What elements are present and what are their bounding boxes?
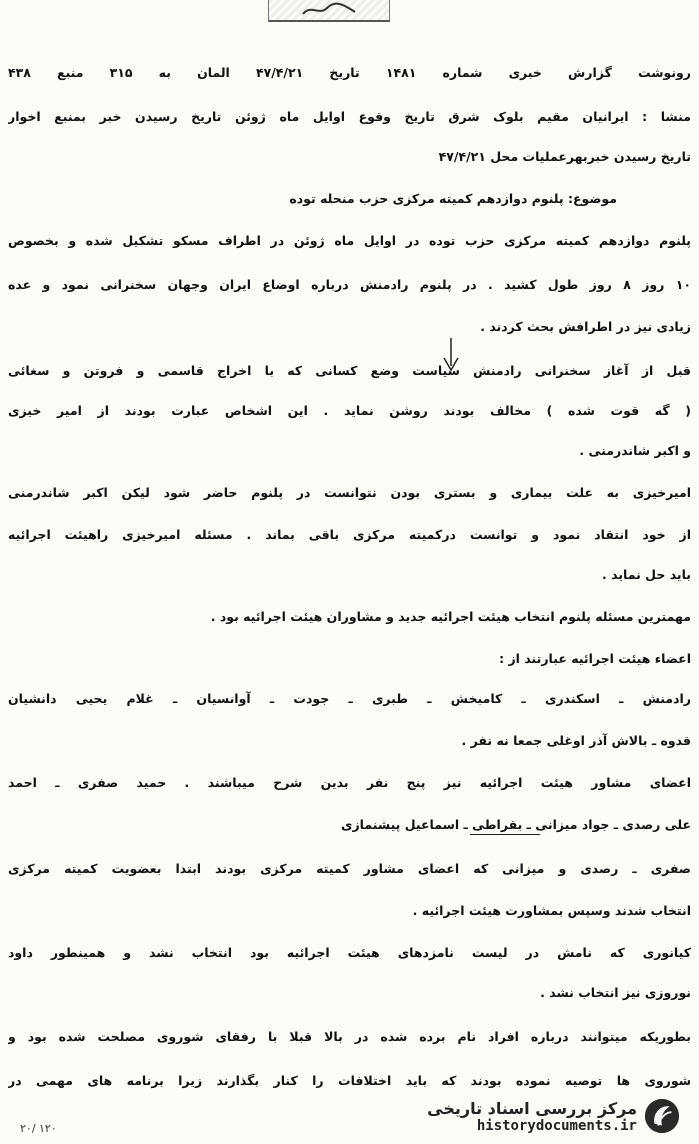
doc-line-3: تاریخ رسیدن خبربهرعملیات محل ۴۷/۴/۲۱: [438, 149, 691, 164]
archive-watermark: [419, 1096, 681, 1136]
doc-line-16: رادمنش ـ اسکندری ـ کامبخش ـ طبری ـ جودت ـ آوانسیان ـ غلام یحیی دانشیان: [8, 691, 691, 706]
doc-line-12: از خود انتقاد نمود و توانست درکمیته مرکزی باقی بماند . مسئله امیرخیزی راهیئت اجرائیه: [8, 527, 691, 542]
doc-line-13: باید حل نماید .: [602, 567, 691, 582]
doc-line-18: اعضای مشاور هیئت اجرائیه نیز پنج نفر بدین شرح میباشند . حمید صفری ـ احمد: [8, 775, 691, 790]
doc-line-23: نوروزی نیز انتخاب نشد .: [540, 985, 691, 1000]
doc-line-15: اعضاء هیئت اجرائیه عبارتند از :: [499, 651, 691, 666]
footer-page-note: ۲۰/ ۱۲۰: [20, 1122, 57, 1135]
watermark-title: مرکز بررسی اسناد تاریخی: [427, 1098, 637, 1118]
doc-line-22: کیانوری که نامش در لیست نامزدهای هیئت اجرائیه بود انتخاب نشد و همینطور داود: [8, 945, 691, 960]
doc-line-1: رونوشت گزارش خبری شماره ۱۴۸۱ تاریخ ۴۷/۴/۲۱ المان به ۳۱۵ منبع ۴۳۸: [8, 65, 691, 80]
archive-logo-icon: [643, 1097, 681, 1135]
doc-line-8: قبل از آغاز سخنرانی رادمنش سیاست وضع کسانی که با اخراج قاسمی و فروتن و سغائی: [8, 363, 691, 378]
handwritten-underline: [470, 834, 540, 835]
doc-line-24: بطوریکه میتوانند درباره افراد نام برده شده در بالا قبلا با رفقای شوروی مصلحت شده بود و: [8, 1029, 691, 1044]
watermark-text: [427, 1099, 637, 1134]
handwritten-mark-icon: [436, 336, 466, 376]
subject-line: موضوع: پلنوم دوازدهم کمیته مرکزی حزب منحله توده: [289, 191, 617, 206]
doc-line-11: امیرخیزی به علت بیماری و بستری بودن نتوانست در پلنوم حاضر شود لیکن اکبر شاندرمنی: [8, 485, 691, 500]
doc-line-14: مهمترین مسئله پلنوم انتخاب هیئت اجرائیه جدید و مشاوران هیئت اجرائیه بود .: [210, 609, 691, 624]
doc-line-10: و اکبر شاندرمنی .: [579, 443, 691, 458]
doc-line-7: زیادی نیز در اطرافش بحث کردند .: [480, 319, 691, 334]
doc-line-2: منشا : ایرانیان مقیم بلوک شرق تاریخ وقوع اوایل ماه ژوئن تاریخ رسیدن خبر بمنبع اخوار: [8, 109, 691, 124]
doc-line-21: انتخاب شدند وسپس بمشاورت هیئت اجرائیه .: [412, 903, 691, 918]
doc-line-6: ۱۰ روز ۸ روز طول کشید . در پلنوم رادمنش درباره اوضاع ایران وجهان سخنرانی نمود و عده: [8, 277, 691, 292]
doc-line-5: پلنوم دوازدهم کمیته مرکزی حزب توده در اوایل ماه ژوئن در اطراف مسکو تشکیل شده و بخصوص: [8, 233, 691, 248]
doc-line-20: صفری ـ رصدی و میزانی که اعضای مشاور کمیته مرکزی بودند ابتدا بعضویت کمیته مرکزی: [8, 861, 691, 876]
doc-line-17: قدوه ـ بالاش آذر اوغلی جمعا نه نفر .: [461, 733, 691, 748]
doc-line-25: شوروی ها توصیه نموده بودند که باید اختلافات را کنار بگذارند زیرا برنامه های مهمی در: [8, 1073, 691, 1088]
watermark-url: historydocuments.ir: [476, 1117, 637, 1134]
doc-line-9: ( گه قوت شده ) مخالف بودند روشن نماید . این اشخاص عبارت بودند از امیر خیزی: [8, 403, 691, 418]
header-stamp: [268, 0, 390, 22]
doc-line-19: علی رصدی ـ جواد میزانی ـ بقراطی ـ اسماعیل پیشنمازی: [341, 817, 691, 832]
